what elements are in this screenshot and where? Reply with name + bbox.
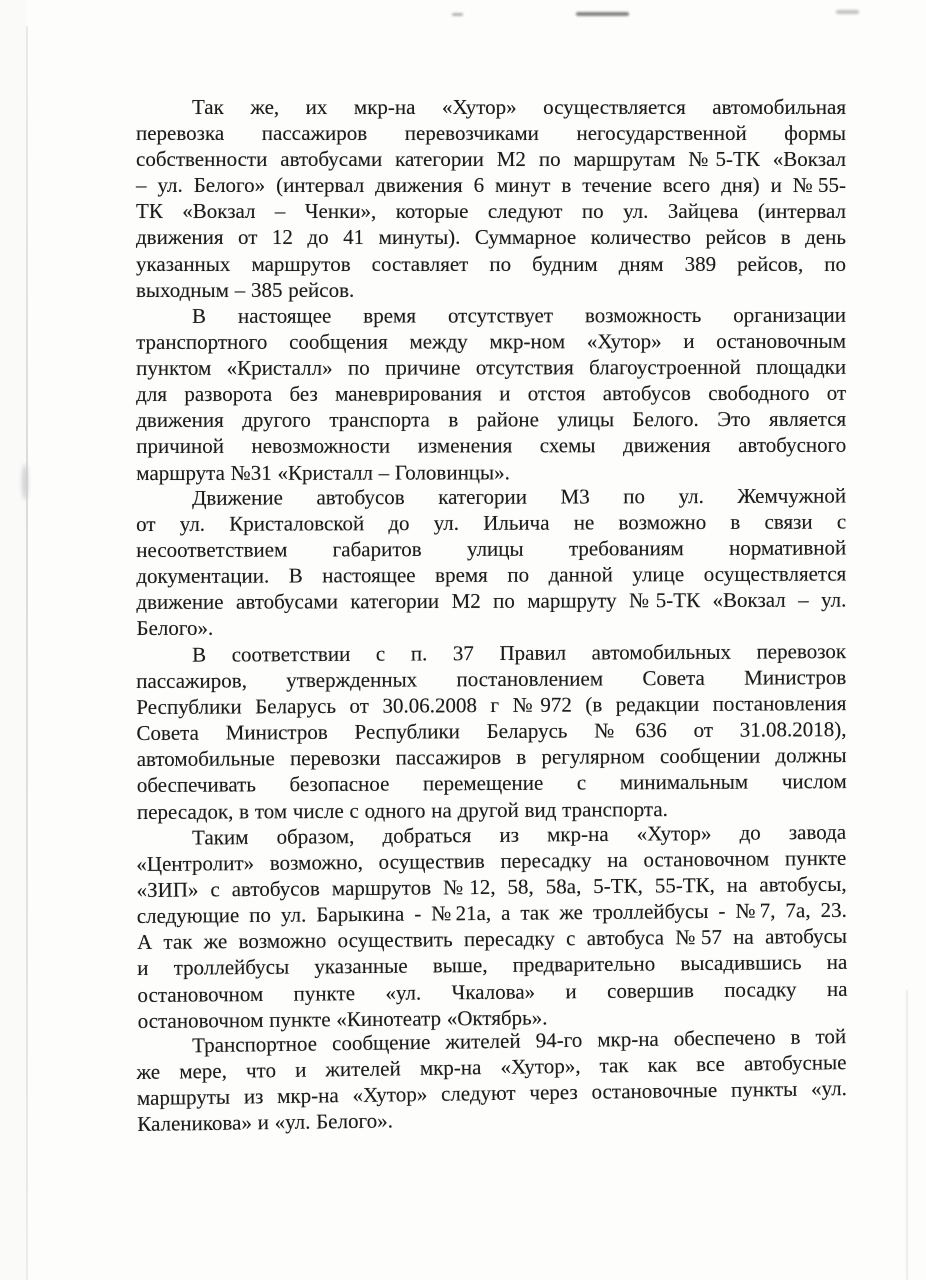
- text-line: пунктом «Кристалл» по причине отсутствия благоустроенной площадки: [136, 354, 847, 380]
- text-line: А так же возможно осуществить пересадку с автобуса №57 на автобусы: [136, 923, 848, 954]
- text-line: «Центролит» возможно, осуществив пересадку на остановочном пункте: [136, 845, 847, 876]
- text-line: Республики Беларусь от 30.06.2008 г №972 (в редакции постановления: [136, 691, 847, 720]
- text-line: автомобильные перевозки пассажиров в регулярном сообщении должны: [136, 743, 847, 772]
- paragraph: [136, 94, 846, 303]
- text-line: собственности автобусами категории М2 по маршрутам №5-ТК «Вокзал: [136, 147, 846, 172]
- text-line: маршруты из мкр-на «Хутор» следуют через остановочные пункты «ул.: [136, 1076, 848, 1111]
- text-line: пересадок, в том числе с одного на другой вид транспорта.: [136, 796, 668, 824]
- text-line: документации. В настоящее время по данной улице осуществляется: [136, 562, 847, 589]
- scan-fold-line: [26, 26, 28, 1280]
- text-line: «ЗИП» с автобусов маршрутов №12, 58, 58а, 5-ТК, 55-ТК, на автобусы,: [136, 871, 847, 902]
- text-line: несоответствием габаритов улицы требованиям нормативной: [136, 536, 847, 563]
- paragraph: [136, 302, 846, 486]
- text-line: ТК «Вокзал – Ченки», которые следуют по ул. Зайцева (интервал: [136, 199, 846, 224]
- text-line: причиной невозможности изменения схемы движения автобусного: [136, 432, 847, 459]
- text-line: остановочном пункте «Кинотеатр «Октябрь».: [137, 1004, 548, 1033]
- text-line: Транспортное сообщение жителей 94-го мкр-на обеспечено в той: [192, 1024, 847, 1058]
- text-line: Так же, их мкр-на «Хутор» осуществляется автомобильная: [192, 95, 846, 119]
- text-line: и троллейбусы указанные выше, предварительно высадившись на: [137, 949, 848, 981]
- text-line: для разворота без маневрирования и отстоя автобусов свободного от: [136, 380, 847, 407]
- text-line: Таким образом, добраться из мкр-на «Хутор» до завода: [192, 819, 847, 850]
- text-line: транспортного сообщения между мкр-ном «Хутор» и остановочным: [136, 328, 847, 354]
- paragraph: [136, 818, 848, 1033]
- paragraph: [136, 483, 847, 642]
- text-line: движения другого транспорта в районе улицы Белого. Это является: [136, 406, 847, 433]
- text-line: перевозка пассажиров перевозчиками негосударственной формы: [136, 121, 846, 146]
- text-line: выходным – 385 рейсов.: [136, 277, 355, 302]
- scan-smudge: [836, 10, 859, 14]
- document-text: [136, 94, 846, 1138]
- text-line: движения от 12 до 41 минуты). Суммарное количество рейсов в день: [136, 225, 846, 250]
- text-line: следующие по ул. Барыкина - №21а, а так же троллейбусы - №7, 7а, 23.: [136, 897, 847, 928]
- paragraph: [136, 1023, 847, 1137]
- text-line: движение автобусами категории М2 по маршруту №5-ТК «Вокзал – ул.: [136, 588, 847, 615]
- scan-dash-mark: [576, 12, 629, 16]
- text-line: пассажиров, утвержденных постановлением Совета Министров: [136, 665, 847, 694]
- text-line: указанных маршрутов составляет по будним дням 389 рейсов, по: [136, 251, 846, 276]
- text-line: остановочном пункте «ул. Чкалова» и совершив посадку на: [137, 975, 848, 1007]
- text-line: обеспечивать безопасное перемещение с минимальным числом: [136, 769, 847, 798]
- text-line: Совета Министров Республики Беларусь №636 от 31.08.2018),: [136, 717, 847, 746]
- text-line: Белого».: [136, 616, 214, 641]
- paragraph: [136, 638, 847, 825]
- text-line: В соответствии с п. 37 Правил автомобильных перевозок: [192, 639, 847, 667]
- text-line: – ул. Белого» (интервал движения 6 минут в течение всего дня) и №55-: [136, 173, 846, 198]
- text-line: же мере, что и жителей мкр-на «Хутор», так как все автобусные: [136, 1050, 847, 1085]
- scan-speck: [452, 13, 463, 16]
- scan-edge-shadow: [906, 990, 908, 1280]
- text-line: Движение автобусов категории М3 по ул. Жемчужной: [192, 483, 847, 511]
- text-line: от ул. Кристаловской до ул. Ильича не возможно в связи с: [136, 510, 847, 537]
- text-line: В настоящее время отсутствует возможность организации: [192, 302, 847, 328]
- text-line: маршрута №31 «Кристалл – Головинцы».: [136, 459, 510, 485]
- scan-smudge: [22, 464, 28, 500]
- paper-edge-strip: [0, 0, 26, 1280]
- text-line: Каленикова» и «ул. Белого».: [137, 1109, 394, 1137]
